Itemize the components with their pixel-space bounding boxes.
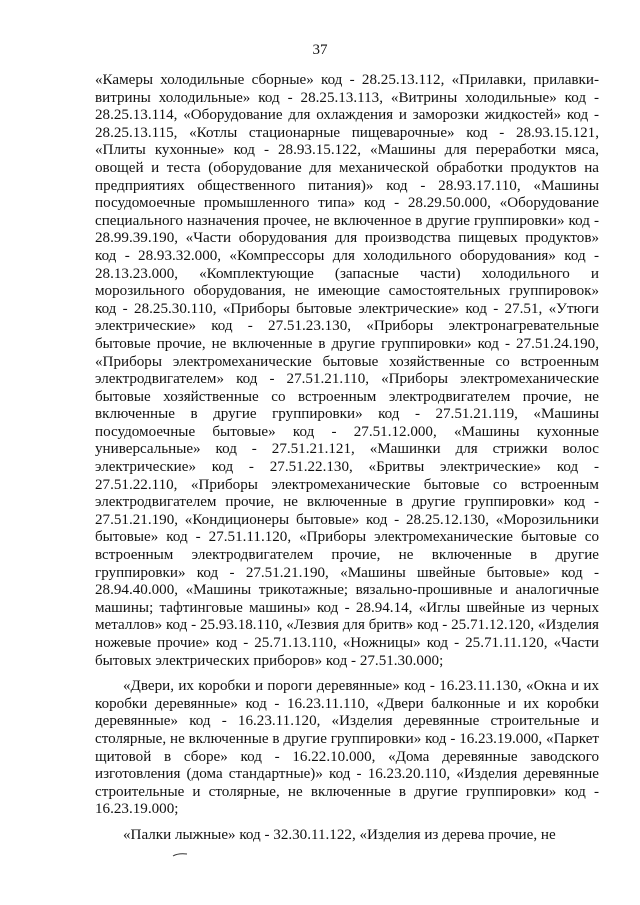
paragraph-3: «Палки лыжные» код - 32.30.11.122, «Изделия из дерева прочие, не [123,826,556,843]
document-body [95,72,599,845]
page-number: 37 [312,42,328,58]
paragraph-1: «Камеры холодильные сборные» код - 28.25.13.112, «Прилавки, прилавки-витрины холодильные» код - 28.25.13.113, «Витрины холодильные» код - 28.25.13.114, «Оборудование для охлаждения и заморозки жидкостей» код - 28.25.13.115, «Котлы стационарные пищеварочные» код - 28.93.15.121, «Плиты кухонные» код - 28.93.15.122, «Машины для переработки мяса, овощей и теста (оборудование для механической обработки продуктов на предприятиях общественного питания)» код - 28.93.17.110, «Машины посудомоечные промышленного типа» код - 28.29.50.000, «Оборудование специального назначения прочее, не включенное в другие группировки» код - 28.99.39.190, «Части оборудования для производства пищевых продуктов» код - 28.93.32.000, «Компрессоры для холодильного оборудования» код - 28.13.23.000, «Комплектующие (запасные части) холодильного и морозильного оборудования, не имеющие самостоятельных группировок» код - 28.25.30.110, «Приборы бытовые электрические» код - 27.51, «Утюги электрические» код - 27.51.23.130, «Приборы электронагревательные бытовые прочие, не включенные в другие группировки» код - 27.51.24.190, «Приборы электромеханические бытовые хозяйственные со встроенным электродвигателем» код - 27.51.21.110, «Приборы электромеханические бытовые хозяйственные со встроенным электродвигателем прочие, не включенные в другие группировки» код - 27.51.21.119, «Машины посудомоечные бытовые» код - 27.51.12.000, «Машины кухонные универсальные» код - 27.51.21.121, «Машинки для стрижки волос электрические» код - 27.51.22.130, «Бритвы электрические» код - 27.51.22.110, «Приборы электромеханические бытовые со встроенным электродвигателем прочие, не включенные в другие группировки» код - 27.51.21.190, «Кондиционеры бытовые» код - 28.25.12.130, «Морозильники бытовые» код - 27.51.11.120, «Приборы электромеханические бытовые со встроенным электродвигателем прочие, не включенные в другие группировки» код - 27.51.21.190, «Машины швейные бытовые» код - 28.94.40.000, «Машины трикотажные; вязально-прошивные и аналогичные машины; тафтинговые машины» код - 28.94.14, «Иглы швейные из черных металлов» код - 25.93.18.110, «Лезвия для бритв» код - 25.71.12.120, «Изделия ножевые прочие» код - 25.71.13.110, «Ножницы» код - 25.71.11.120, «Части бытовых электрических приборов» код - 27.51.30.000; [95,72,599,669]
ink-mark [172,852,188,857]
paragraph-2: «Двери, их коробки и пороги деревянные» код - 16.23.11.130, «Окна и их коробки деревянные» код - 16.23.11.110, «Двери балконные и их коробки деревянные» код - 16.23.11.120, «Изделия деревянные строительные и столярные, не включенные в другие группировки» код - 16.23.19.000, «Паркет щитовой в сборе» код - 16.22.10.000, «Дома деревянные заводского изготовления (дома стандартные)» код - 16.23.20.110, «Изделия деревянные строительные и столярные, не включенные в другие группировки» код - 16.23.19.000; [95,678,599,818]
